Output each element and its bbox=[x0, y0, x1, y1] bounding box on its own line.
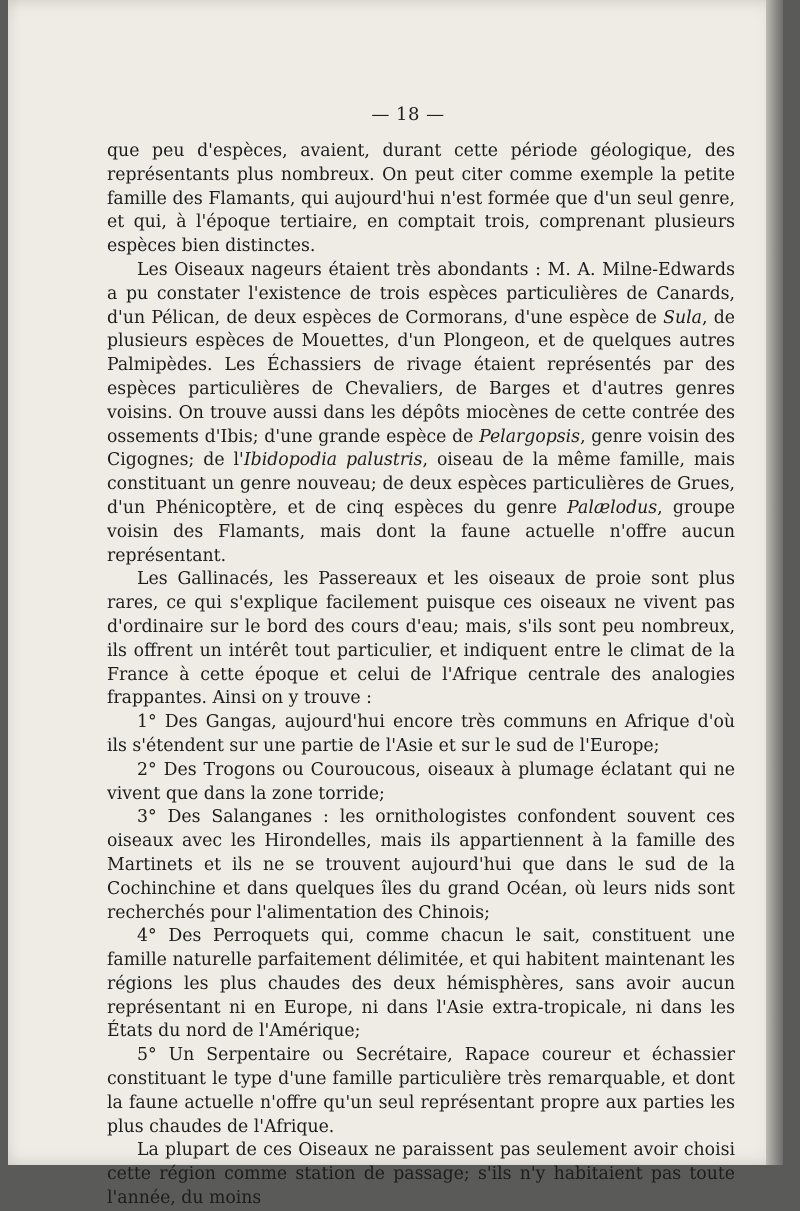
page-number: — 18 — bbox=[371, 104, 445, 125]
list-item: 4° Des Perroquets qui, comme chacun le sait, constituent une famille naturelle parfaitement délimitée, et qui habitent maintenant les régions les plus chaudes des deux hémisphères, sans avoir aucun représentant ni en Europe, ni dans l'Asie extra-tropicale, ni dans les États du nord de l'Amérique; bbox=[107, 926, 735, 1042]
scanned-page bbox=[8, 0, 783, 1209]
list-item: 3° Des Salanganes : les ornithologistes confondent souvent ces oiseaux avec les Hirondelles, mais ils appartiennent à la famille des Martinets et ils ne se trouvent aujourd'hui que dans le sud de la Cochinchine et dans quelques îles du grand Océan, où leurs nids sont recherchés pour l'alimentation des Chinois; bbox=[107, 807, 735, 923]
paragraph: Les Oiseaux nageurs étaient très abondants : M. A. Milne-Edwards a pu constater l'existence de trois espèces particulières de Canards, d'un Pélican, de deux espèces de Cormorans, d'une espèce de Sula, de plusieurs espèces de Mouettes, d'un Plongeon, et de quelques autres Palmipèdes. Les Échassiers de rivage étaient représentés par des espèces particulières de Chevaliers, de Barges et d'autres genres voisins. On trouve aussi dans les dépôts miocènes de cette contrée des ossements d'Ibis; d'une grande espèce de Pelargopsis, genre voisin des Cigognes; de l'Ibidopodia palustris, oiseau de la même famille, mais constituant un genre nouveau; de deux espèces particulières de Grues, d'un Phénicoptère, et de cinq espèces du genre Palælodus, groupe voisin des Flamants, mais dont la faune actuelle n'offre aucun représentant. bbox=[107, 259, 735, 566]
italic-term: Pelargopsis bbox=[479, 426, 581, 447]
italic-term: Palælodus bbox=[567, 497, 658, 518]
paragraph: que peu d'espèces, avaient, durant cette période géologique, des représentants plus nombreux. On peut citer comme exemple la petite famille des Flamants, qui aujourd'hui n'est formée que d'un seul genre, et qui, à l'époque tertiaire, en comptait trois, comprenant plusieurs espèces bien distinctes. bbox=[107, 141, 735, 257]
paragraph: Les Gallinacés, les Passereaux et les oiseaux de proie sont plus rares, ce qui s'explique facilement puisque ces oiseaux ne vivent pas d'ordinaire sur le bord des cours d'eau; mais, s'ils sont peu nombreux, ils offrent un intérêt tout particulier, et indiquent entre le climat de la France à cette époque et celui de l'Afrique centrale des analogies frappantes. Ainsi on y trouve : bbox=[107, 569, 735, 709]
list-item: 2° Des Trogons ou Couroucous, oiseaux à plumage éclatant qui ne vivent que dans la zone torride; bbox=[107, 759, 735, 804]
paragraph: La plupart de ces Oiseaux ne paraissent pas seulement avoir choisi cette région comme station de passage; s'ils n'y habitaient pas toute l'année, du moins bbox=[107, 1140, 735, 1209]
italic-term: Sula bbox=[663, 307, 702, 328]
italic-term: Ibidopodia palustris bbox=[243, 450, 423, 471]
list-item: 1° Des Gangas, aujourd'hui encore très communs en Afrique d'où ils s'étendent sur une partie de l'Asie et sur le sud de l'Europe; bbox=[107, 712, 735, 756]
body-text bbox=[107, 140, 735, 1211]
page-edge-shadow bbox=[766, 0, 783, 1165]
list-item: 5° Un Serpentaire ou Secrétaire, Rapace coureur et échassier constituant le type d'une famille particulière très remarquable, et dont la faune actuelle n'offre qu'un seul représentant propre aux parties les plus chaudes de l'Afrique. bbox=[107, 1045, 735, 1137]
